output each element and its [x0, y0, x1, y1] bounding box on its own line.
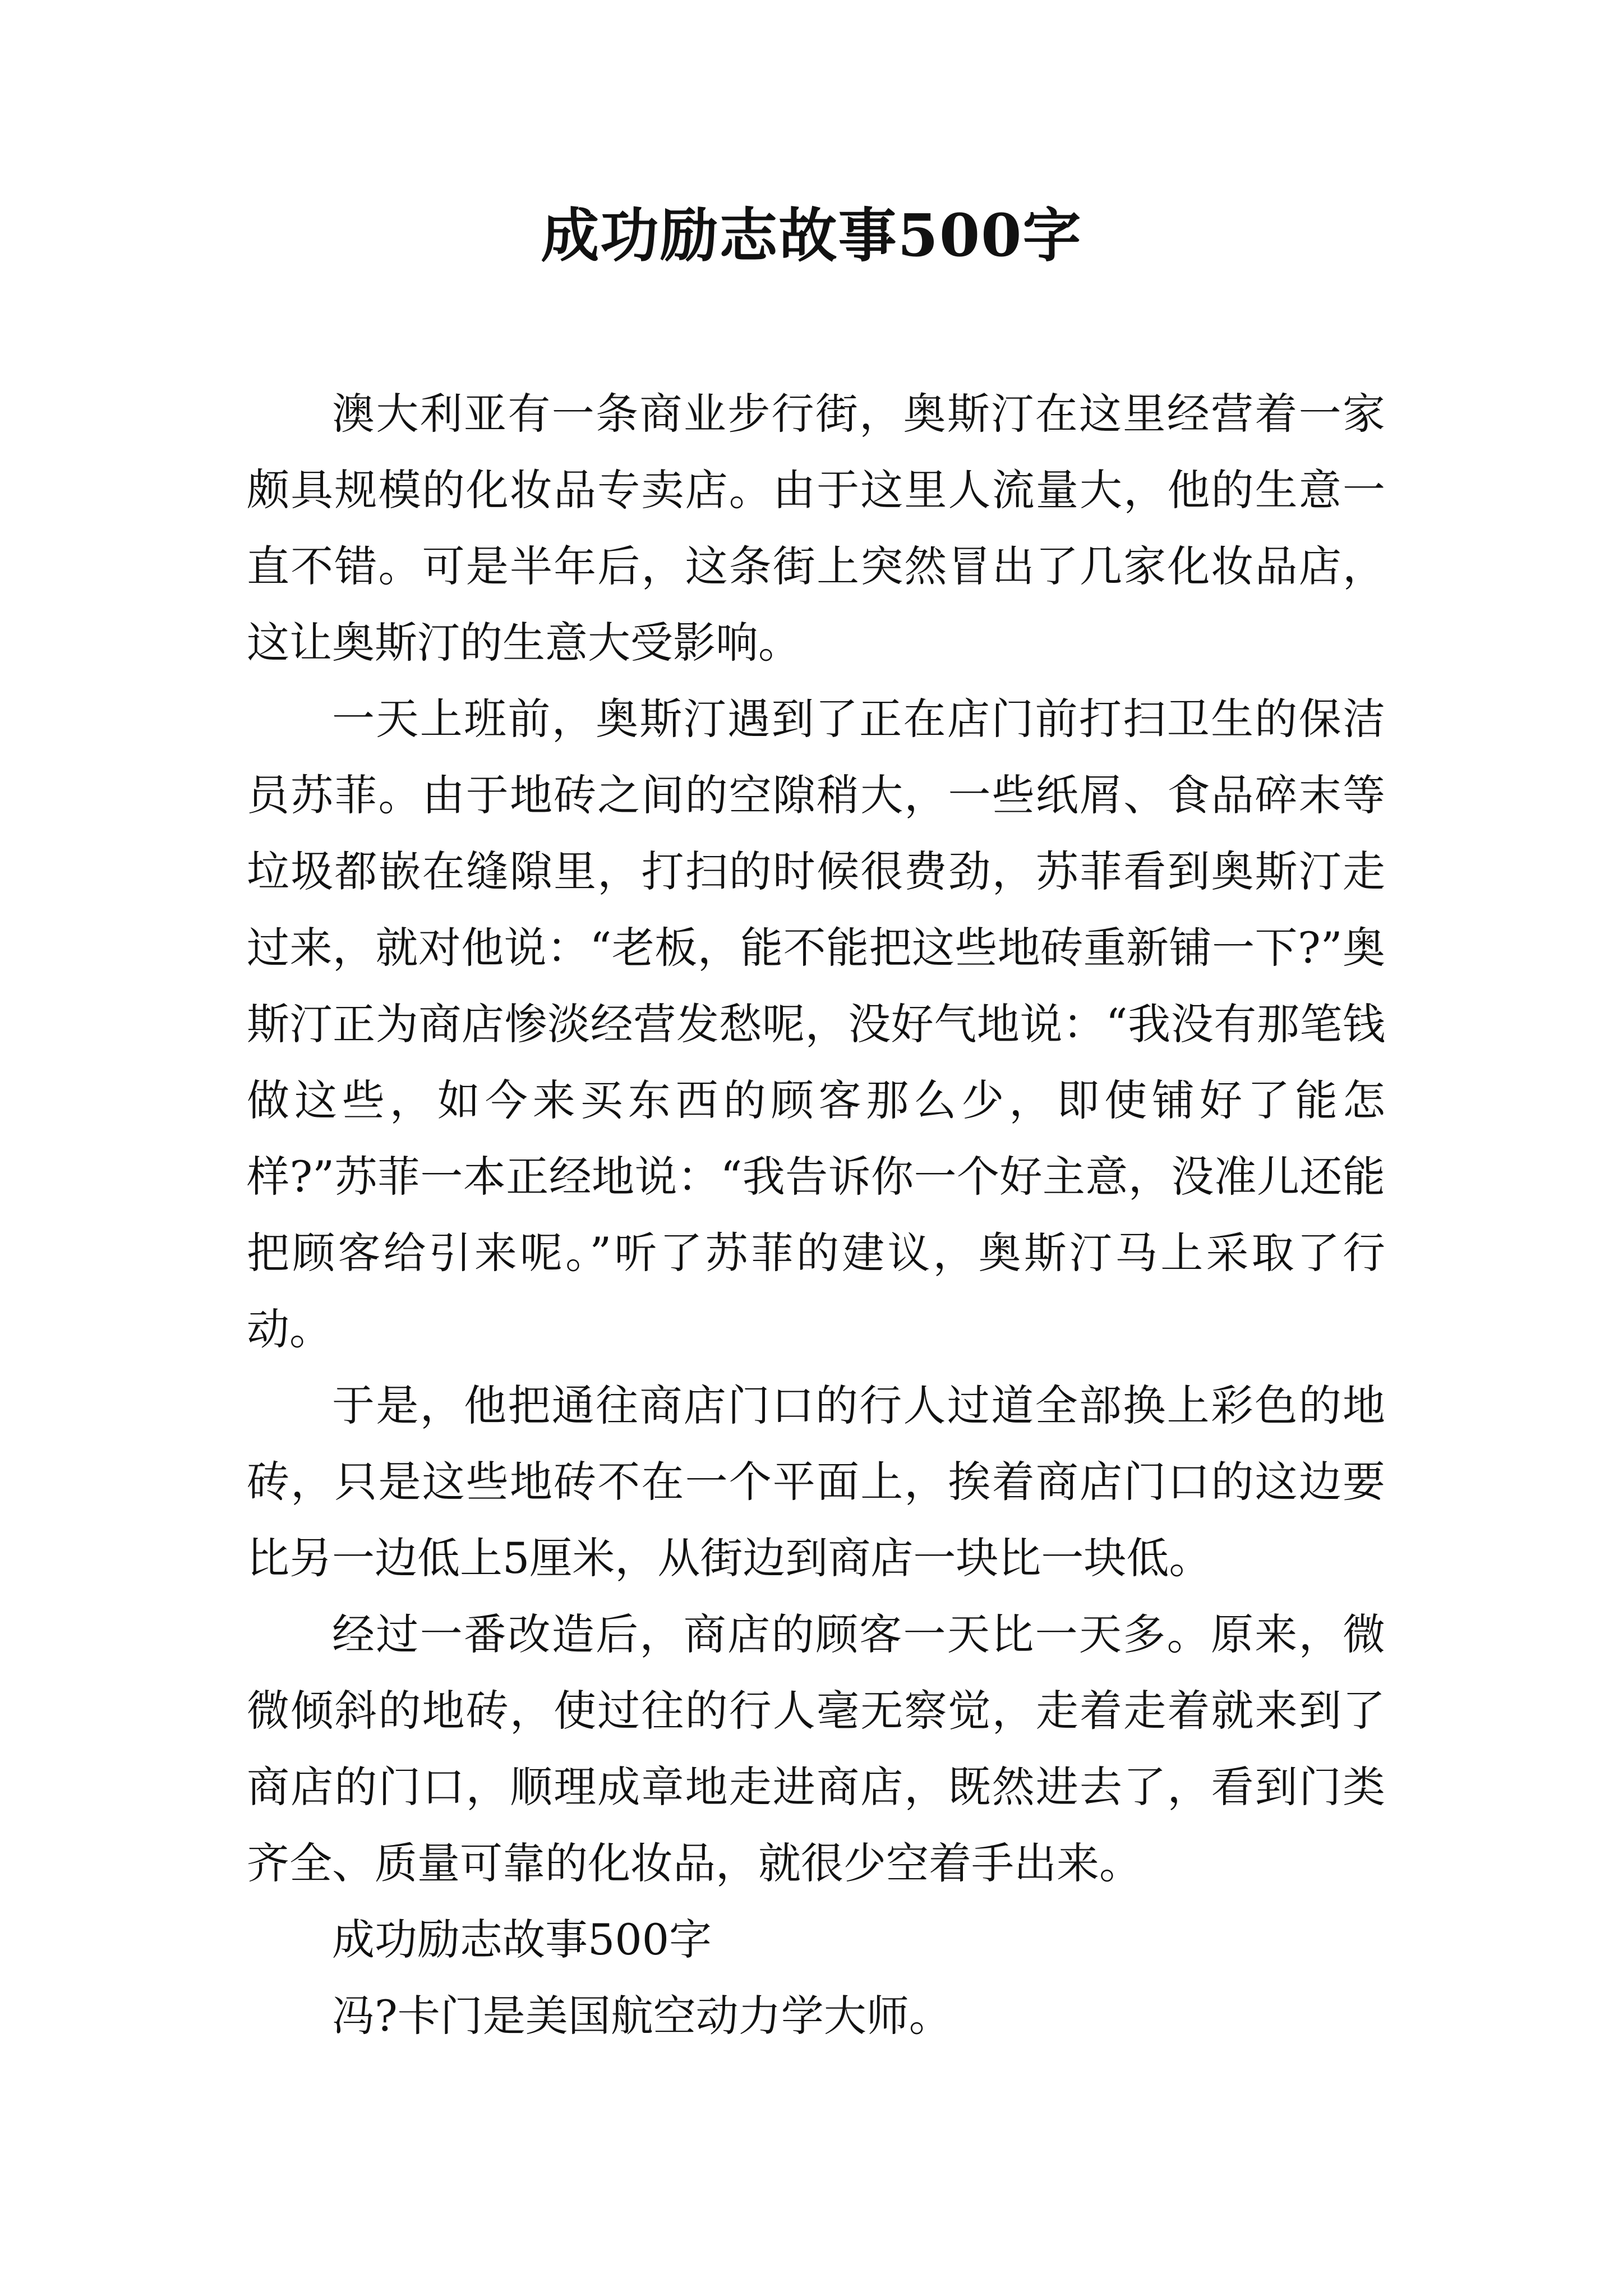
paragraph: 经过一番改造后，商店的顾客一天比一天多。原来，微微倾斜的地砖，使过往的行人毫无察觉，走着走着就来到了商店的门口，顺理成章地走进商店，既然进去了，看到门类齐全、质量可靠的化妆品，就很少空着手出来。: [247, 1609, 1385, 1888]
document-body: [247, 376, 1385, 2054]
paragraph: 冯?卡门是美国航空动力学大师。: [332, 1991, 952, 2041]
document-title: 成功励志故事500字: [541, 201, 1082, 270]
paragraph: 于是，他把通往商店门口的行人过道全部换上彩色的地砖，只是这些地砖不在一个平面上，挨着商店门口的这边要比另一边低上5厘米，从街边到商店一块比一块低。: [247, 1381, 1385, 1583]
paragraph: 澳大利亚有一条商业步行街，奥斯汀在这里经营着一家颇具规模的化妆品专卖店。由于这里人流量大，他的生意一直不错。可是半年后，这条街上突然冒出了几家化妆品店，这让奥斯汀的生意大受影响。: [247, 389, 1385, 668]
paragraph: 成功励志故事500字: [332, 1915, 712, 1964]
paragraph: 一天上班前，奥斯汀遇到了正在店门前打扫卫生的保洁员苏菲。由于地砖之间的空隙稍大，一些纸屑、食品碎末等垃圾都嵌在缝隙里，打扫的时候很费劲，苏菲看到奥斯汀走过来，就对他说：“老板，能不能把这些地砖重新铺一下?”奥斯汀正为商店惨淡经营发愁呢，没好气地说：“我没有那笔钱做这些，如今来买东西的顾客那么少，即使铺好了能怎样?”苏菲一本正经地说：“我告诉你一个好主意，没准儿还能把顾客给引来呢。”听了苏菲的建议，奥斯汀马上采取了行动。: [247, 694, 1385, 1354]
